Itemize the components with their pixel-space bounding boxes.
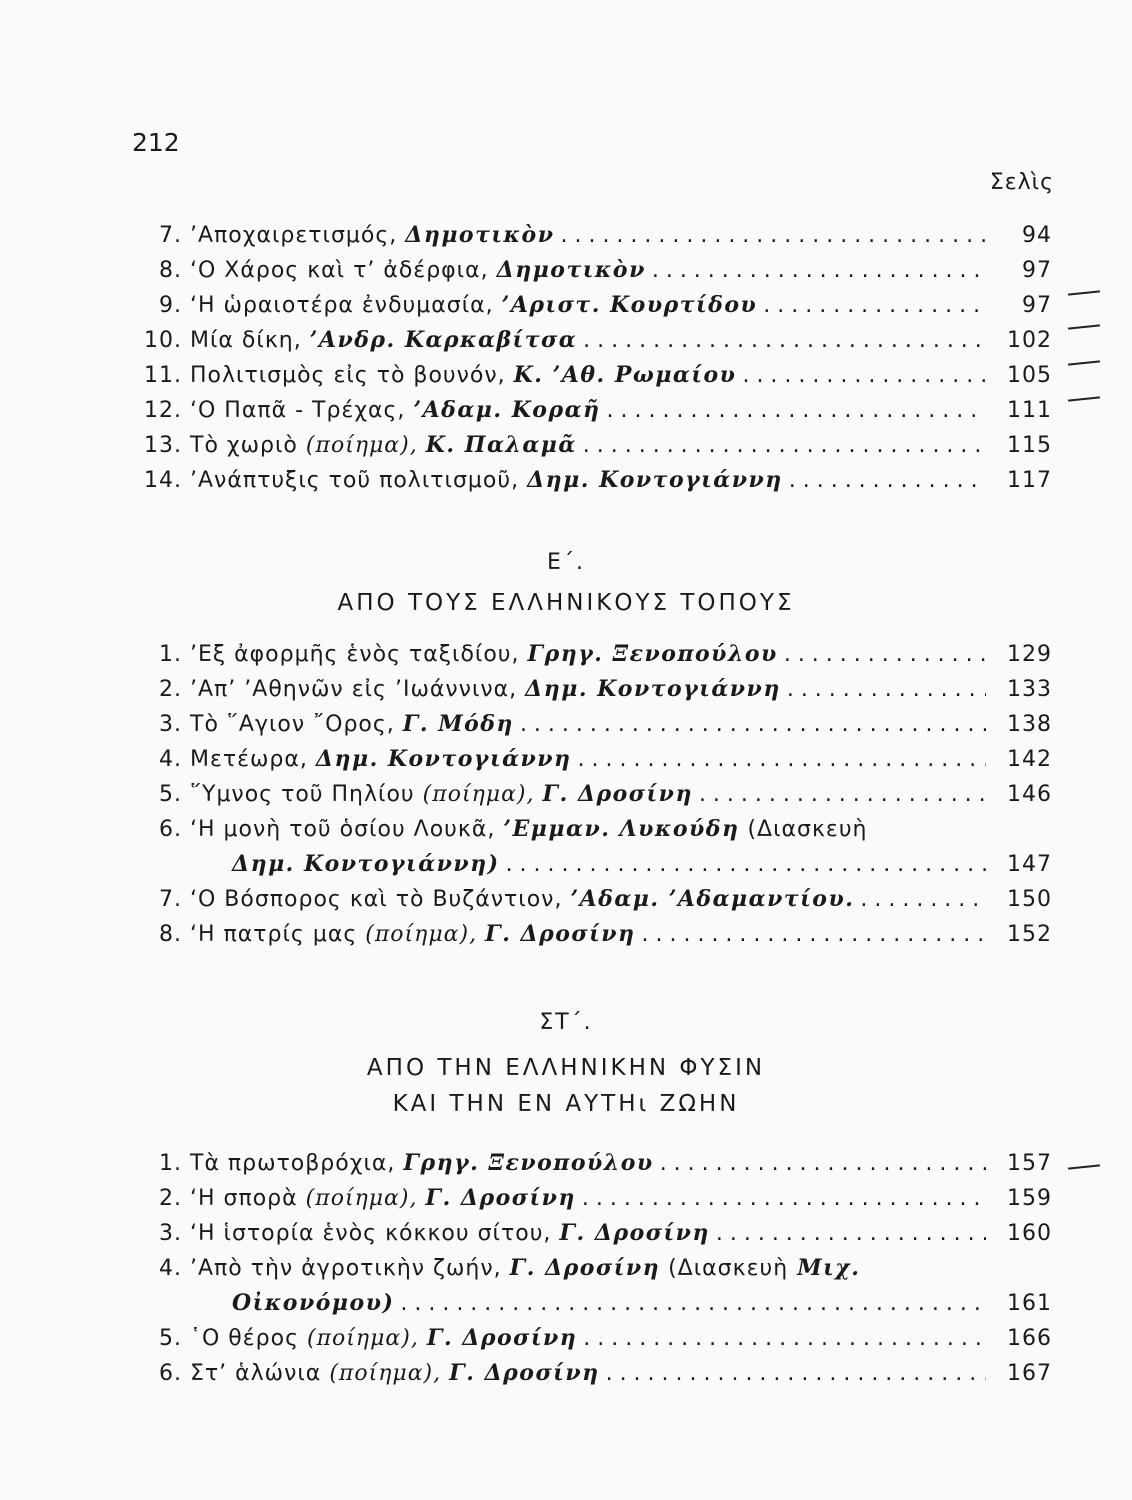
- entry-author: Δημοτικὸν: [496, 257, 646, 283]
- dot-leader: [606, 1361, 986, 1386]
- entry-author: Γρηγ. Ξενοπούλου: [403, 1150, 654, 1176]
- entry-note: (ποίημα),: [307, 1326, 419, 1351]
- toc-entry: [132, 886, 1052, 921]
- entry-title: ῾Ο θέρος: [190, 1326, 299, 1351]
- entry-page: 166: [1007, 1326, 1052, 1351]
- entry-page: 138: [1007, 712, 1052, 737]
- entry-note: (ποίημα),: [329, 1361, 442, 1386]
- entry-page: 157: [1007, 1151, 1052, 1176]
- entry-title: ’Απ’ ’Αθηνῶν εἰς ’Ιωάννινα,: [190, 677, 518, 702]
- toc-entry: [132, 1325, 1052, 1360]
- entry-title: Μετέωρα,: [190, 747, 308, 772]
- entry-author: Δημοτικὸν: [405, 222, 555, 248]
- entry-author: ’Εμμαν. Λυκούδη: [503, 816, 740, 842]
- entry-page: 133: [1007, 677, 1052, 702]
- dot-leader: [660, 1151, 986, 1176]
- entry-title: ‘Η σπορὰ: [190, 1186, 298, 1211]
- dot-leader: [506, 852, 986, 877]
- dot-leader: [582, 1186, 986, 1211]
- entry-page: 102: [1007, 328, 1052, 353]
- entry-page: 146: [1007, 782, 1052, 807]
- entry-number: 6.: [159, 817, 182, 842]
- entry-number: 13.: [144, 433, 182, 458]
- toc-section-e: [132, 641, 1052, 956]
- section-title: ΑΠΟ ΤΟΥΣ ΕΛΛΗΝΙΚΟΥΣ ΤΟΠΟΥΣ: [337, 590, 795, 616]
- entry-title: Τὸ ῞Αγιον ῎Ορος,: [190, 712, 395, 737]
- entry-title: ’Απὸ τὴν ἀγροτικὴν ζωήν,: [190, 1256, 502, 1281]
- toc-entry: [132, 781, 1052, 816]
- toc-entry: [132, 362, 1052, 397]
- entry-page: 115: [1007, 433, 1052, 458]
- entry-author: Δημ. Κοντογιάννη: [527, 467, 783, 493]
- entry-author: Κ. ’Αθ. Ρωμαίου: [513, 362, 737, 388]
- entry-number: 1.: [159, 1151, 182, 1176]
- toc-section-d: [132, 222, 1052, 502]
- entry-title: Στ’ ἁλώνια: [190, 1361, 322, 1386]
- entry-author: Γ. Δροσίνη: [485, 921, 636, 947]
- entry-author: Δημ. Κοντογιάννη: [315, 746, 572, 772]
- entry-number: 8.: [159, 922, 182, 947]
- toc-entry: [132, 432, 1052, 467]
- entry-title: ‘Η ὡραιοτέρα ἐνδυμασία,: [190, 293, 494, 318]
- entry-number: 8.: [159, 258, 182, 283]
- dot-leader: [742, 363, 986, 388]
- toc-entry: [132, 746, 1052, 781]
- entry-number: 1.: [159, 642, 182, 667]
- dot-leader: [578, 747, 986, 772]
- entry-title: ‘Ο Βόσπορος καὶ τὸ Βυζάντιον,: [190, 887, 563, 912]
- entry-page: 160: [1007, 1221, 1052, 1246]
- toc-entry: [132, 711, 1052, 746]
- entry-title: ‘Ο Χάρος καὶ τ’ ἀδέρφια,: [190, 258, 489, 283]
- entry-author: Γ. Δροσίνη: [425, 1185, 576, 1211]
- dot-leader: [652, 258, 986, 283]
- entry-number: 2.: [159, 1186, 182, 1211]
- toc-entry: [132, 1185, 1052, 1220]
- entry-page: 111: [1007, 398, 1052, 423]
- toc-entry: [132, 816, 1052, 851]
- entry-adaptation: (Διασκευὴ: [739, 817, 868, 842]
- toc-entry: [132, 1360, 1052, 1395]
- dot-leader: [583, 328, 986, 353]
- entry-number: 9.: [159, 293, 182, 318]
- entry-title: ’Εξ ἀφορμῆς ἑνὸς ταξιδίου,: [190, 642, 520, 667]
- entry-number: 3.: [159, 712, 182, 737]
- dot-leader: [560, 223, 986, 248]
- toc-entry: [132, 397, 1052, 432]
- section-letter: ΣΤ΄.: [539, 1010, 593, 1035]
- entry-author: Γ. Μόδη: [402, 711, 514, 737]
- dot-leader: [583, 1326, 986, 1351]
- margin-tick-mark: [1068, 324, 1100, 329]
- toc-entry: [132, 257, 1052, 292]
- entry-note: (ποίημα),: [305, 1186, 418, 1211]
- entry-title: ‘Η πατρίς μας: [190, 922, 358, 947]
- entry-page: 117: [1007, 468, 1052, 493]
- entry-author: Κ. Παλαμᾶ: [425, 432, 577, 458]
- entry-page: 97: [1022, 293, 1052, 318]
- margin-tick-mark: [1068, 396, 1100, 401]
- toc-entry: [132, 641, 1052, 676]
- toc-entry: [132, 467, 1052, 502]
- entry-title: ‘Η ἱστορία ἑνὸς κόκκου σίτου,: [190, 1221, 552, 1246]
- entry-number: 6.: [159, 1361, 182, 1386]
- toc-entry: [132, 327, 1052, 362]
- entry-title: Τὰ πρωτοβρόχια,: [190, 1151, 396, 1176]
- entry-page: 152: [1007, 922, 1052, 947]
- entry-number: 2.: [159, 677, 182, 702]
- dot-leader: [716, 1221, 986, 1246]
- entry-author: Γ. Δροσίνη: [542, 781, 693, 807]
- entry-page: 147: [1007, 852, 1052, 877]
- section-title-line-2: ΚΑΙ ΤΗΝ ΕΝ ΑΥΤΗι ΖΩΗΝ: [392, 1091, 740, 1117]
- section-title-line-1: ΑΠΟ ΤΗΝ ΕΛΛΗΝΙΚΗΝ ΦΥΣΙΝ: [366, 1055, 766, 1081]
- dot-leader: [607, 398, 986, 423]
- entry-author: ’Ανδρ. Καρκαβίτσα: [309, 327, 578, 353]
- dot-leader: [763, 293, 986, 318]
- entry-number: 5.: [159, 782, 182, 807]
- entry-note: (ποίημα),: [305, 433, 418, 458]
- toc-entry: [132, 292, 1052, 327]
- entry-number: 3.: [159, 1221, 182, 1246]
- entry-author: Οἰκονόμου): [232, 1290, 395, 1316]
- entry-author: Γ. Δροσίνη: [449, 1360, 600, 1386]
- entry-title: Πολιτισμὸς εἰς τὸ βουνόν,: [190, 363, 506, 388]
- dot-leader: [520, 712, 986, 737]
- page-number: 212: [132, 128, 180, 157]
- entry-author: Γ. Δροσίνη: [559, 1220, 710, 1246]
- dot-leader: [699, 782, 986, 807]
- entry-number: 11.: [144, 363, 182, 388]
- entry-title: ‘Η μονὴ τοῦ ὁσίου Λουκᾶ,: [190, 817, 496, 842]
- entry-page: 142: [1007, 747, 1052, 772]
- entry-number: 7.: [159, 223, 182, 248]
- entry-title: ’Ανάπτυξις τοῦ πολιτισμοῦ,: [190, 468, 520, 493]
- entry-page: 105: [1007, 363, 1052, 388]
- dot-leader: [789, 468, 986, 493]
- entry-page: 94: [1022, 223, 1052, 248]
- entry-number: 5.: [159, 1326, 182, 1351]
- toc-entry-continuation: [132, 851, 1052, 886]
- entry-number: 4.: [159, 747, 182, 772]
- entry-author: ’Αδαμ. Κοραῆ: [413, 397, 601, 423]
- margin-tick-mark: [1068, 360, 1100, 365]
- entry-note: (ποίημα),: [365, 922, 478, 947]
- entry-author: Γ. Δροσίνη: [426, 1325, 578, 1351]
- entry-number: 12.: [144, 398, 182, 423]
- dot-leader: [642, 922, 986, 947]
- toc-entry: [132, 1220, 1052, 1255]
- toc-section-st: [132, 1150, 1052, 1395]
- entry-page: 161: [1007, 1291, 1052, 1316]
- entry-author: Δημ. Κοντογιάννη): [232, 851, 500, 877]
- section-letter: Ε΄.: [547, 550, 585, 575]
- entry-author: ’Αδαμ. ’Αδαμαντίου.: [570, 886, 855, 912]
- dot-leader: [784, 642, 986, 667]
- toc-entry: [132, 222, 1052, 257]
- dot-leader: [400, 1291, 986, 1316]
- entry-page: 167: [1007, 1361, 1052, 1386]
- entry-page: 150: [1007, 887, 1052, 912]
- margin-tick-mark: [1068, 290, 1100, 295]
- entry-title: ‘Ο Παπᾶ - Τρέχας,: [190, 398, 406, 423]
- dot-leader: [860, 887, 986, 912]
- entry-adaptation: (Διασκευὴ: [660, 1256, 789, 1281]
- entry-adapter: Μιχ.: [788, 1255, 861, 1281]
- entry-number: 4.: [159, 1256, 182, 1281]
- entry-author: ’Αριστ. Κουρτίδου: [501, 292, 758, 318]
- toc-entry: [132, 1255, 1052, 1290]
- entry-title: ῞Υμνος τοῦ Πηλίου: [190, 782, 415, 807]
- page-column-header: Σελὶς: [989, 170, 1054, 195]
- toc-entry-continuation: [132, 1290, 1052, 1325]
- entry-page: 129: [1007, 642, 1052, 667]
- entry-page: 159: [1007, 1186, 1052, 1211]
- entry-note: (ποίημα),: [422, 782, 535, 807]
- entry-title: Τὸ χωριὸ: [190, 433, 298, 458]
- entry-title: ’Αποχαιρετισμός,: [190, 223, 398, 248]
- entry-title: Μία δίκη,: [190, 328, 302, 353]
- margin-tick-mark: [1068, 1164, 1100, 1169]
- dot-leader: [583, 433, 986, 458]
- toc-entry: [132, 676, 1052, 711]
- entry-author: Γ. Δροσίνη: [509, 1255, 661, 1281]
- dot-leader: [787, 677, 986, 702]
- entry-number: 7.: [159, 887, 182, 912]
- entry-author: Γρηγ. Ξενοπούλου: [527, 641, 778, 667]
- entry-author: Δημ. Κοντογιάννη: [525, 676, 781, 702]
- toc-entry: [132, 921, 1052, 956]
- entry-number: 10.: [144, 328, 182, 353]
- entry-page: 97: [1022, 258, 1052, 283]
- toc-entry: [132, 1150, 1052, 1185]
- entry-number: 14.: [144, 468, 182, 493]
